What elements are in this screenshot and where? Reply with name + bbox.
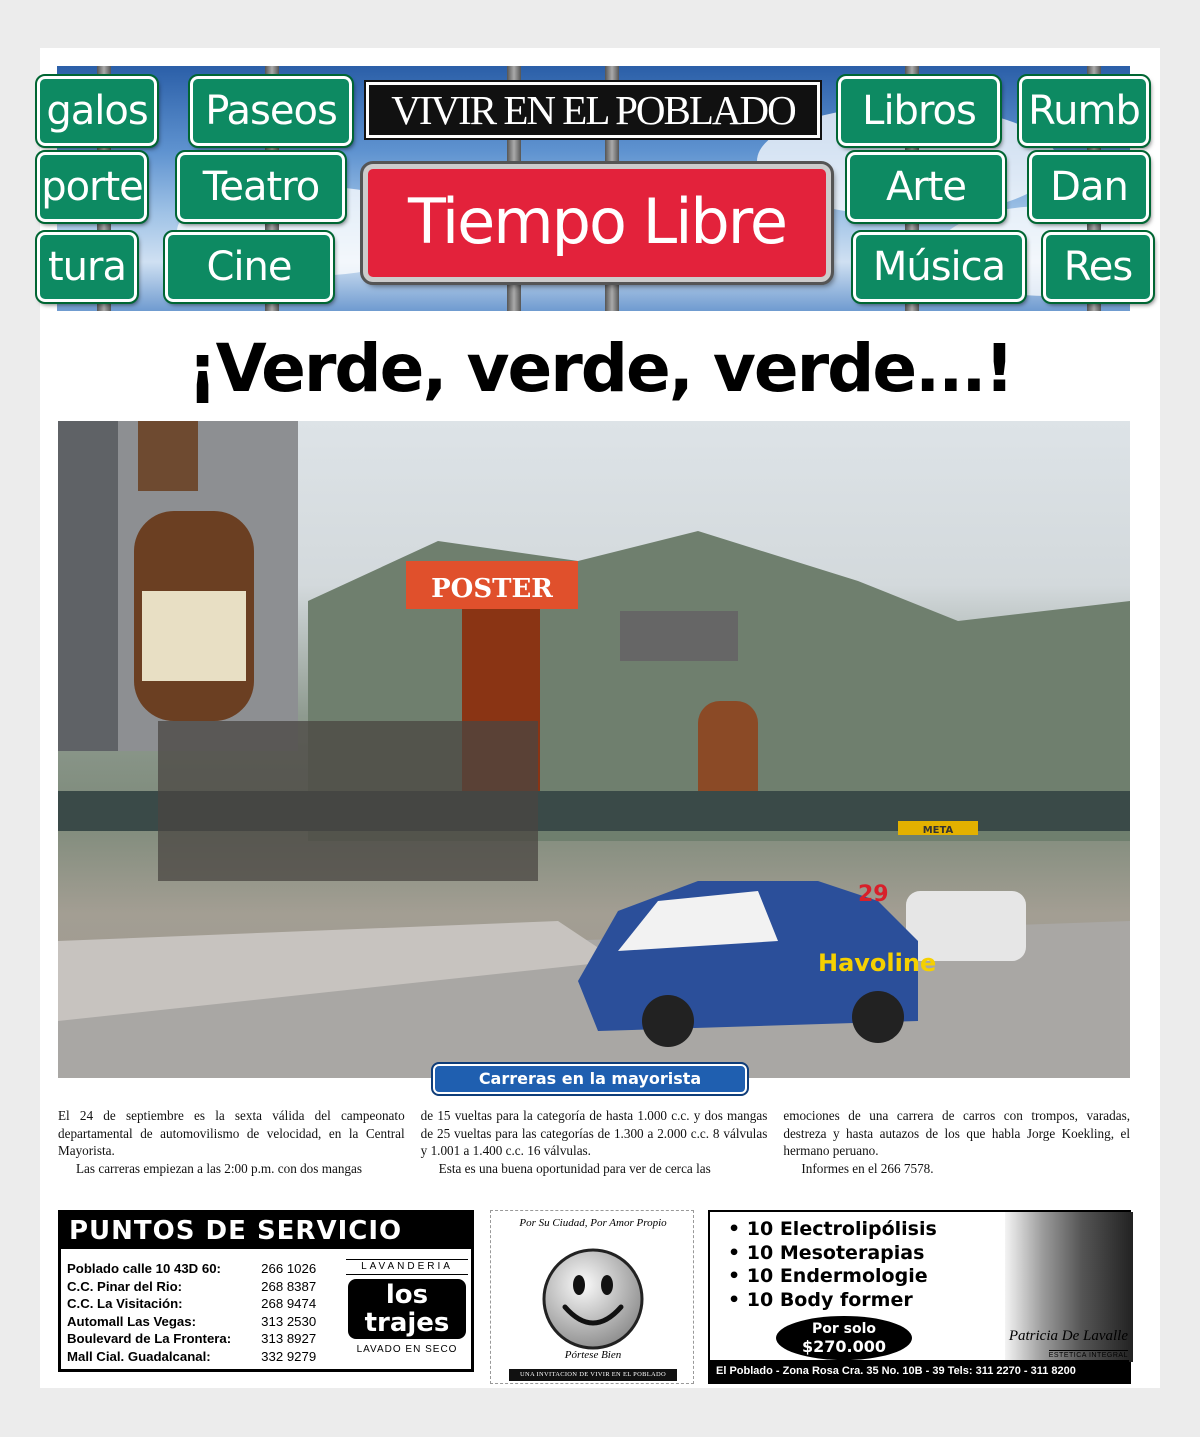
finish-banner-text: META	[922, 825, 954, 836]
logo-line-1: los	[385, 1280, 429, 1310]
invitation-footer: UNA INVITACION DE VIVIR EN EL POBLADO	[509, 1369, 677, 1381]
list-item: • 10 Electrolipólisis	[728, 1218, 937, 1242]
sign-teatro: Teatro	[177, 152, 345, 222]
location-name: C.C. Pinar del Rio:	[67, 1278, 183, 1294]
table-row	[67, 1331, 316, 1349]
race-photo-illustration	[58, 421, 1130, 1078]
brand-signature	[942, 1328, 1128, 1362]
paragraph: emociones de una carrera de carros con trompos, varadas, destreza y hasta autazos de los que habla Jorge Koekling, el hermano peruano.	[783, 1108, 1131, 1158]
car-number: 29	[858, 882, 889, 907]
car-wheel	[852, 991, 904, 1043]
sign-cultura: tura	[37, 232, 137, 302]
sign-paseos: Paseos	[190, 76, 352, 146]
paragraph: El 24 de septiembre es la sexta válida del campeonato departamental de automovilismo de velocidad, en la Central Mayorista.	[58, 1108, 405, 1158]
price-badge	[776, 1316, 912, 1360]
photo-caption: Carreras en la mayorista	[433, 1064, 747, 1094]
sign-cine: Cine	[165, 232, 333, 302]
paragraph: Las carreras empiezan a las 2:00 p.m. con dos mangas	[76, 1160, 362, 1176]
sign-restaurantes: Res	[1043, 232, 1153, 302]
location-name: Mall Cial. Guadalcanal:	[67, 1348, 211, 1364]
ad-lavanderia-title: PUNTOS DE SERVICIO	[61, 1213, 471, 1249]
price-value: $270.000	[801, 1337, 886, 1356]
location-name: C.C. La Visitación:	[67, 1296, 183, 1311]
building	[58, 421, 118, 751]
service-points-table	[67, 1261, 316, 1366]
race-photo	[58, 421, 1130, 1078]
article-column-2	[421, 1107, 768, 1177]
article-column-1	[58, 1107, 405, 1177]
ad-estetica	[708, 1210, 1131, 1384]
location-name: Boulevard de La Frontera:	[67, 1331, 232, 1346]
location-phone: 332 9279	[261, 1348, 317, 1364]
location-phone: 313 8927	[261, 1331, 317, 1346]
sign-rumba: Rumb	[1019, 76, 1149, 146]
location-phone: 313 2530	[261, 1313, 317, 1329]
table-row	[67, 1314, 316, 1332]
article-column-3	[783, 1107, 1130, 1177]
lavanderia-logo	[346, 1259, 468, 1364]
ad-lavanderia	[58, 1210, 474, 1372]
price-label: Por solo	[811, 1321, 877, 1337]
spectators	[158, 721, 538, 881]
car-windshield	[618, 891, 778, 951]
ad-estetica-footer: El Poblado - Zona Rosa Cra. 35 No. 10B - 39 Tels: 311 2270 - 311 8200	[710, 1360, 1129, 1382]
sign-libros: Libros	[838, 76, 1000, 146]
paragraph: de 15 vueltas para la categoría de hasta 1.000 c.c. y dos mangas de 25 vueltas para las categorías de 1.300 a 2.000 c.c. 8 válvulas y 1.001 a 1.400 c.c. 16 válvulas.	[420, 1108, 768, 1158]
treatments-list	[728, 1218, 937, 1312]
location-name: Automall Las Vegas:	[67, 1313, 196, 1329]
table-row	[67, 1296, 316, 1314]
sign-danza: Dan	[1029, 152, 1149, 222]
list-item: • 10 Endermologie	[728, 1265, 937, 1289]
location-name: Poblado calle 10 43D 60:	[67, 1261, 221, 1276]
brand-subtitle: ESTETICA INTEGRAL	[1048, 1352, 1128, 1359]
bottle-label	[142, 591, 246, 681]
paragraph: Informes en el 266 7578.	[801, 1160, 934, 1176]
location-phone: 268 9474	[261, 1296, 317, 1311]
los-trajes-logo	[348, 1279, 466, 1339]
headline: ¡Verde, verde, verde...!	[187, 330, 1013, 407]
tagline: Pórtese Bien	[564, 1349, 622, 1361]
poster-billboard-text: POSTER	[431, 574, 553, 604]
logo-line-2: trajes	[364, 1308, 450, 1338]
sign-regalos: galos	[37, 76, 157, 146]
section-title: Tiempo Libre	[363, 164, 831, 282]
table-row	[67, 1279, 316, 1297]
car-sponsor: Havoline	[818, 949, 937, 977]
car-wheel	[642, 995, 694, 1047]
location-phone: 268 8387	[261, 1278, 317, 1294]
table-row	[67, 1349, 316, 1367]
sign-arte: Arte	[847, 152, 1005, 222]
street-sign	[620, 611, 738, 661]
location-phone: 266 1026	[261, 1261, 317, 1276]
article-body	[58, 1107, 1130, 1177]
list-item: • 10 Mesoterapias	[728, 1242, 937, 1266]
sign-musica: Música	[853, 232, 1025, 302]
giant-bottle-neck	[138, 421, 198, 491]
sign-deporte: porte	[37, 152, 147, 222]
smiley-face-icon	[541, 1247, 645, 1351]
arc-text: Por Su Ciudad, Por Amor Propio	[519, 1217, 667, 1229]
logo-bottom-text: LAVADO EN SECO	[356, 1344, 458, 1355]
table-row	[67, 1261, 316, 1279]
masthead-title: VIVIR EN EL POBLADO	[366, 82, 820, 138]
ad-portese-bien	[490, 1210, 694, 1384]
list-item: • 10 Body former	[728, 1289, 937, 1313]
logo-top-text: LAVANDERIA	[346, 1259, 468, 1275]
paragraph: Esta es una buena oportunidad para ver de cerca las	[438, 1160, 711, 1176]
brand-name: Patricia De Lavalle	[1008, 1328, 1128, 1344]
